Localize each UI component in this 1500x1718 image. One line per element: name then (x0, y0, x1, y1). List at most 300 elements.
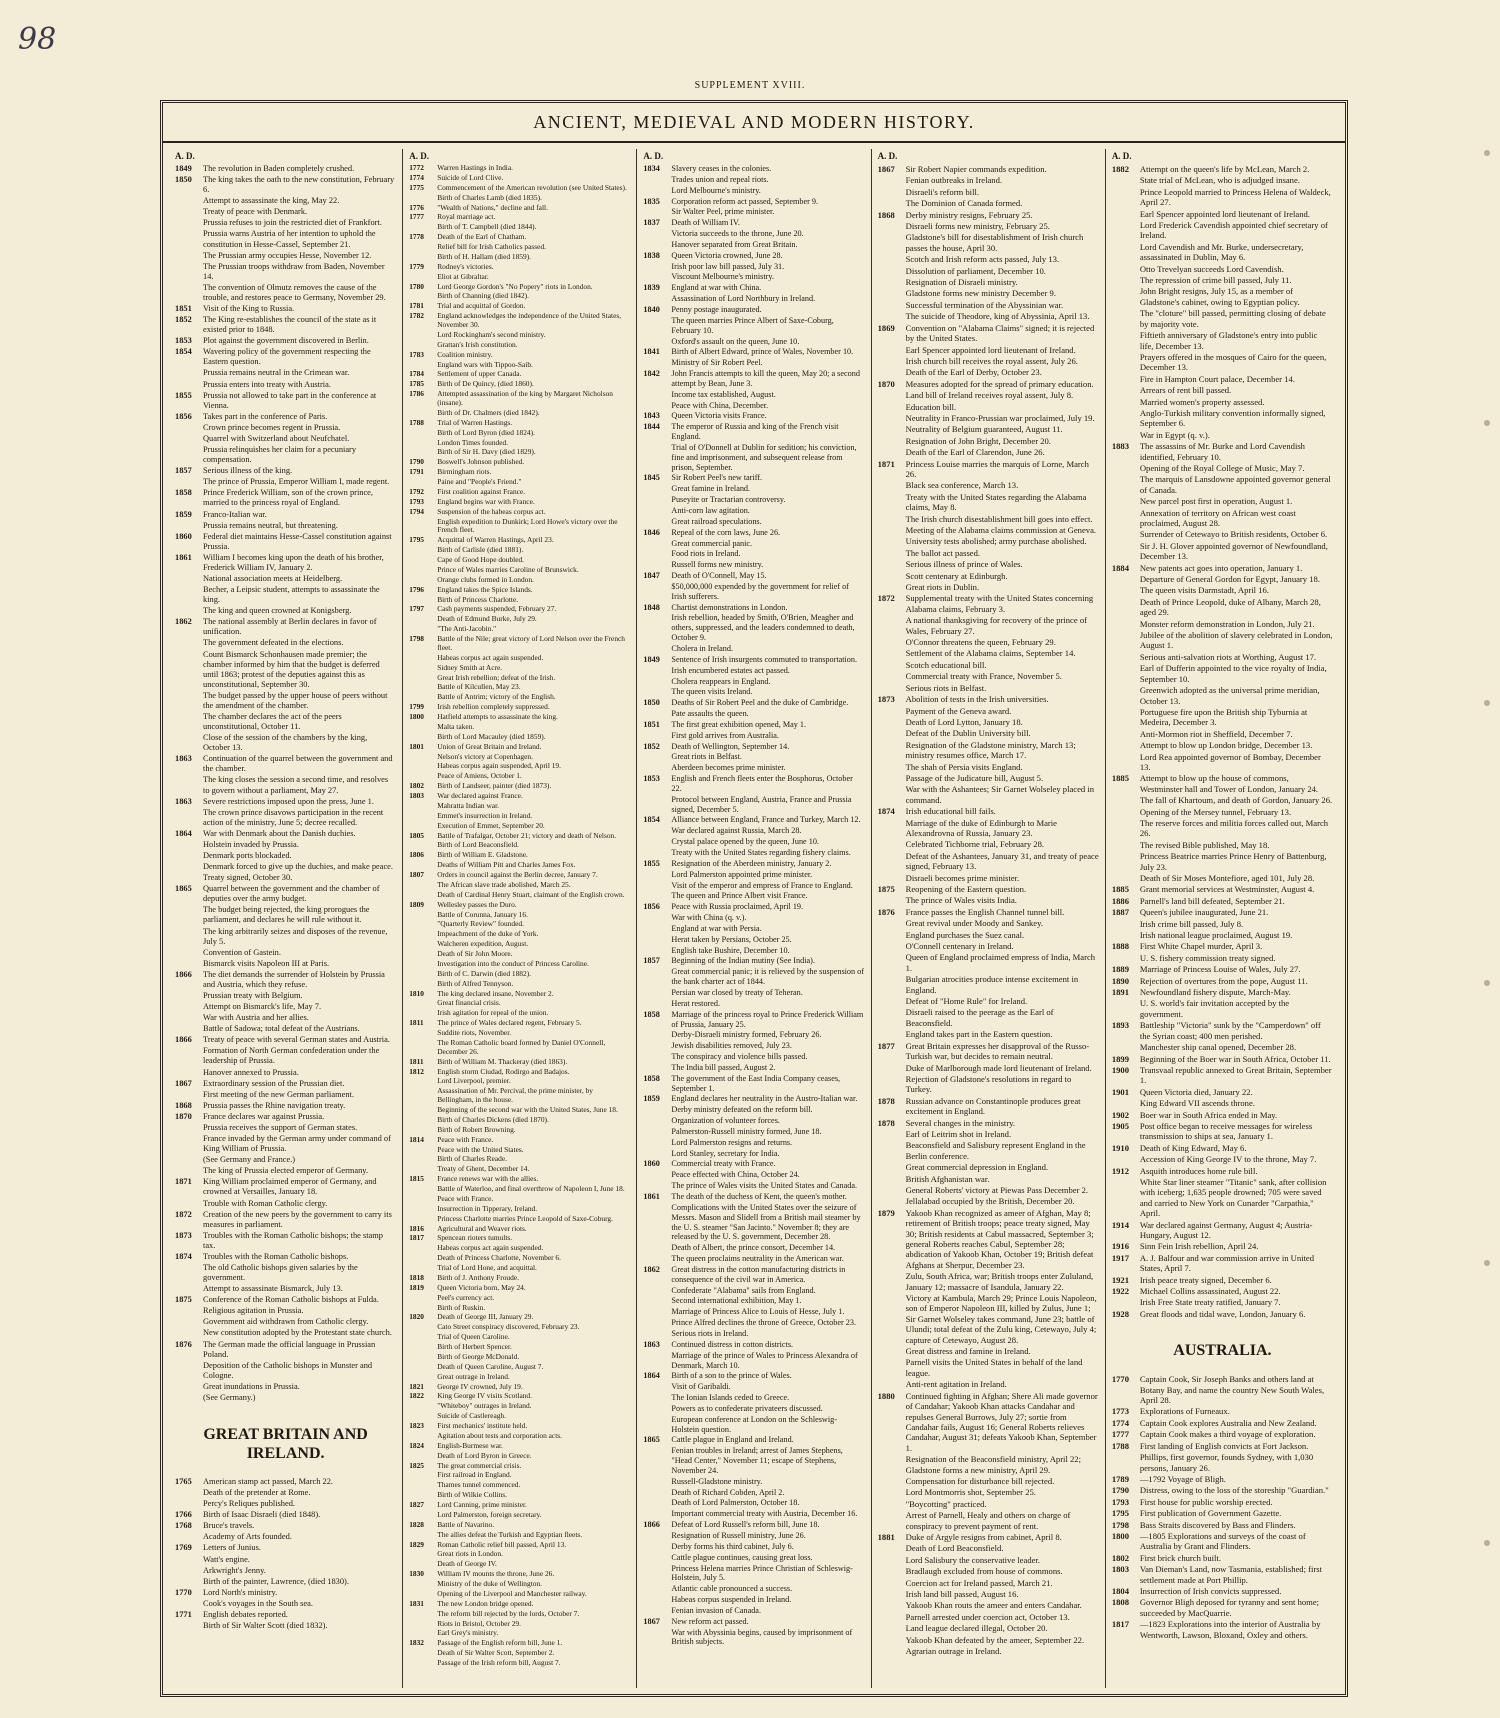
entry-year: 1795 (1111, 1508, 1129, 1519)
entry-text: The diet demands the surrender of Holstein by Prussia and Austria, which they refuse. (203, 969, 385, 989)
entry-text: Continued distress in cotton districts. (671, 1339, 794, 1349)
timeline-entry (409, 1195, 630, 1204)
entry-year (878, 762, 906, 772)
timeline-entry (175, 1252, 396, 1262)
entry-year: 1863 (175, 796, 192, 806)
entry-text: Irish rebellion completely suppressed. (437, 702, 550, 712)
timeline-entry (643, 495, 864, 505)
entry-text: The reform bill rejected by the lords, October 7. (437, 1608, 580, 1618)
entry-year (1112, 1297, 1140, 1307)
entry-text: Death of George III, January 29. (437, 1312, 534, 1322)
timeline-entry (643, 517, 864, 527)
entry-year (409, 664, 437, 673)
entry-text: Convention on "Alabama Claims" signed; it is rejected by the United States. (905, 322, 1095, 344)
entry-year: 1840 (643, 304, 660, 314)
timeline-entry (409, 351, 630, 360)
timeline-entry (643, 528, 864, 538)
entry-text: European conference at London on the Schleswig-Holstein question. (671, 1414, 837, 1434)
entry-text: Van Dieman's Land, now Tasmania, established; first settlement made at Port Phillip. (1139, 1564, 1322, 1585)
timeline-entry (409, 832, 630, 841)
entry-year: 1864 (643, 1371, 660, 1381)
timeline-entry (175, 251, 396, 261)
entry-year (409, 429, 437, 438)
entry-text: War in Egypt (q. v.). (1139, 429, 1210, 440)
entry-year: 1885 (1111, 884, 1129, 895)
timeline-entry (643, 1628, 864, 1648)
timeline-entry (643, 1446, 864, 1476)
entry-text: Bismarck visits Napoleon III at Paris. (203, 958, 330, 968)
entry-year (878, 277, 906, 287)
timeline-entry (175, 510, 396, 520)
entry-year (1112, 496, 1140, 506)
entry-year (175, 574, 203, 584)
timeline-entry (175, 1177, 396, 1197)
timeline-entry (175, 1134, 396, 1154)
entry-text: "Boycotting" practiced. (905, 1498, 987, 1509)
entry-year (175, 1068, 203, 1078)
entry-year: 1832 (409, 1638, 424, 1648)
entry-text: Cholera reappears in England. (671, 676, 771, 686)
entry-year: 1917 (1111, 1252, 1129, 1263)
entry-year: 1790 (1111, 1485, 1129, 1496)
entry-text: The king arbitrarily seizes and disposes of the revenue, July 5. (203, 926, 388, 946)
entry-year: 1817 (409, 1233, 424, 1243)
timeline-entry (409, 713, 630, 722)
entry-text: Battleship "Victoria" sunk by the "Camperdown" off the Syrian coast; 400 men perished. (1139, 1020, 1321, 1041)
timeline-entry (409, 1511, 630, 1520)
entry-year (1112, 352, 1140, 373)
entry-year (175, 959, 203, 969)
timeline-entry (643, 283, 864, 293)
entry-text: Religious agitation in Prussia. (203, 1306, 304, 1316)
entry-year: 1866 (175, 1035, 192, 1045)
entry-year (409, 1491, 437, 1500)
entry-text: University tests abolished; army purchase abolished. (905, 536, 1087, 547)
entry-year (643, 677, 671, 687)
entry-year (175, 1090, 203, 1100)
entry-text: The queen marries Prince Albert of Saxe-Coburg, February 10. (671, 315, 834, 335)
entry-text: Death of Lord Beaconsfield. (905, 1543, 1004, 1554)
entry-text: Insurrection in Tipperary, Ireland. (437, 1203, 538, 1213)
entry-year: 1847 (643, 571, 660, 581)
entry-year (643, 687, 671, 697)
entry-year (409, 1146, 437, 1155)
entry-text: The queen visits Darmstadt, April 16. (1139, 585, 1269, 596)
entry-year (643, 1584, 671, 1594)
timeline-entry (1112, 773, 1333, 794)
timeline-entry (409, 518, 630, 536)
entry-year (409, 1412, 437, 1421)
entry-year: 1811 (409, 1056, 424, 1066)
timeline-entry (643, 1564, 864, 1584)
entry-year (1112, 851, 1140, 872)
entry-text: Ministry of the duke of Wellington. (437, 1579, 542, 1588)
entry-text: Fiftieth anniversary of Gladstone's entry into public life, December 13. (1139, 330, 1318, 351)
timeline-entry (175, 1577, 396, 1587)
entry-text: The revised Bible published, May 18. (1139, 839, 1270, 850)
entry-year (1112, 209, 1140, 219)
entry-year (643, 1477, 671, 1487)
timeline-entry (878, 839, 1099, 849)
timeline-entry (1112, 187, 1333, 208)
entry-year: 1874 (877, 806, 895, 817)
entry-year: 1812 (409, 1066, 424, 1076)
entry-year: 1862 (643, 1264, 660, 1274)
entry-year (409, 292, 437, 301)
entry-year (878, 952, 906, 973)
entry-text: Battle of Navarino. (437, 1519, 495, 1529)
entry-text: First White Chapel murder, April 3. (1139, 941, 1263, 952)
entry-year (409, 1649, 437, 1658)
entry-text: King William proclaimed emperor of Germany, and crowned at Versailles, January 18. (203, 1177, 377, 1197)
entry-year (175, 477, 203, 487)
entry-year (175, 1577, 203, 1587)
entry-year: 1824 (409, 1440, 424, 1450)
timeline-entry (175, 1263, 396, 1283)
entry-text: Great distress in the cotton manufacturing districts in consequence of the civil war in America. (671, 1264, 846, 1284)
timeline-entry (409, 1412, 630, 1421)
entry-year: 1791 (409, 467, 424, 477)
entry-year (643, 1296, 671, 1306)
entry-year: 1798 (1111, 1519, 1129, 1530)
timeline-entry (643, 1318, 864, 1328)
entry-year (409, 1264, 437, 1273)
entry-text: Sir Walter Peel, prime minister. (671, 207, 775, 217)
timeline-entry (175, 423, 396, 433)
timeline-entry (409, 1215, 630, 1224)
entry-year (175, 775, 203, 795)
entry-text: Zulu, South Africa, war; British troops enter Zululand, January 12; massacre of Isandula, January 22. (905, 1271, 1094, 1292)
entry-text: Marriage of the princess royal to Prince Frederick William of Prussia, January 25. (671, 1009, 864, 1029)
timeline-entry (175, 1284, 396, 1294)
timeline-entry (1112, 308, 1333, 329)
entry-text: France renews war with the allies. (437, 1174, 539, 1184)
entry-text: Earl Grey's ministry. (437, 1628, 499, 1638)
entry-text: The African slave trade abolished, March 25. (437, 879, 571, 889)
entry-text: Corporation reform act passed, September 9. (671, 196, 819, 206)
entry-text: Birth of Robert Browning. (437, 1124, 516, 1134)
timeline-entry (643, 422, 864, 442)
entry-year (175, 862, 203, 872)
entry-text: U. S. world's fair invitation accepted by the government. (1139, 998, 1290, 1019)
entry-text: Suicide of Castlereagh. (437, 1411, 506, 1421)
timeline-entry (643, 709, 864, 719)
entry-year (409, 891, 437, 900)
entry-text: Victory at Kambula, March 29; Prince Louis Napoleon, son of Emperor Napoleon III, killed by Zulus, June 1; Sir Garnet Wolseley takes command, June 23; battle of Ulundi; total defeat of the Zulu king, Cetewayo, July 4; capture of Cetewayo, August 28. (905, 1293, 1097, 1345)
entry-text: Visit of the King to Russia. (203, 304, 295, 314)
timeline-entry (878, 1346, 1099, 1356)
timeline-entry (643, 687, 864, 697)
entry-text: Settlement of the Alabama claims, September 14. (905, 648, 1076, 659)
timeline-entry (1112, 941, 1333, 951)
entry-text: Derby ministry defeated on the reform bill. (671, 1105, 813, 1115)
entry-year (175, 638, 203, 648)
entry-text: Anglo-Turkish military convention informally signed, September 6. (1139, 407, 1326, 429)
timeline-entry (175, 1090, 396, 1100)
entry-year (878, 660, 906, 670)
entry-year (409, 409, 437, 418)
entry-year: 1853 (175, 336, 192, 346)
binding-hole (1484, 150, 1490, 156)
entry-text: The King re-establishes the council of the state as it existed prior to 1848. (203, 315, 377, 335)
entry-year (643, 1127, 671, 1137)
entry-year (878, 390, 906, 400)
entry-year (643, 837, 671, 847)
entry-year: 1829 (409, 1539, 424, 1549)
timeline-entry (1112, 1087, 1333, 1097)
column-3 (637, 149, 871, 1688)
timeline-entry (878, 1041, 1099, 1062)
entry-text: Death of Sir John Moore. (437, 949, 513, 958)
entry-year: 1876 (877, 906, 895, 917)
timeline-entry (643, 1606, 864, 1616)
timeline-entry (643, 1435, 864, 1445)
entry-year: 1777 (409, 212, 424, 222)
entry-text: Annexation of territory on African west coast proclaimed, August 28. (1139, 507, 1296, 528)
entry-year (409, 1560, 437, 1569)
entry-year (409, 1126, 437, 1135)
entry-year (175, 1328, 203, 1338)
entry-text: Visit of Garibaldi. (671, 1382, 731, 1392)
entry-year (878, 480, 906, 490)
entry-text: —1823 Explorations into the interior of Australia by Wentworth, Lawson, Bloxand, Oxley and others. (1139, 1619, 1321, 1640)
entry-year (643, 506, 671, 516)
entry-text: Lord Stanley, secretary for India. (671, 1148, 780, 1158)
entry-year: 1887 (1111, 907, 1129, 918)
timeline-entry (175, 1340, 396, 1360)
entry-text: Birth of Herbert Spencer. (437, 1342, 512, 1351)
entry-year (409, 654, 437, 663)
timeline-entry (878, 1118, 1099, 1128)
entry-year (175, 991, 203, 1001)
timeline-entry (409, 1629, 630, 1638)
timeline-entry (409, 1610, 630, 1619)
timeline-entry (409, 164, 630, 173)
entry-text: Death of King Edward, May 6. (1139, 1142, 1247, 1153)
entry-text: Serious riots in Ireland. (671, 1328, 749, 1338)
entry-year (175, 1199, 203, 1209)
timeline-entry (643, 902, 864, 912)
entry-text: England declares her neutrality in the Austro-Italian war. (671, 1094, 858, 1104)
timeline-entry (643, 891, 864, 901)
entry-text: Neutrality in Franco-Prussian war proclaimed, July 19. (905, 412, 1095, 423)
entry-text: First meeting of the new German parliament. (203, 1089, 354, 1099)
entry-text: Percy's Reliques published. (203, 1499, 295, 1509)
entry-text: Birth of J. Anthony Froude. (437, 1272, 519, 1282)
timeline-entry (1112, 1531, 1333, 1552)
entry-year (175, 1046, 203, 1066)
timeline-entry (878, 379, 1099, 389)
entry-text: Peace with the United States. (437, 1144, 524, 1154)
column-2 (403, 149, 637, 1688)
timeline-entry (1112, 496, 1333, 506)
entry-year (409, 1254, 437, 1263)
entry-text: Malta taken. (437, 721, 475, 731)
entry-text: The queen proclaims neutrality in the American war. (671, 1254, 844, 1264)
entry-year: 1841 (643, 347, 660, 357)
entry-text: Fire in Hampton Court palace, December 14. (1139, 373, 1295, 384)
entry-text: Rodney's victories. (437, 261, 494, 271)
entry-year: 1777 (1111, 1429, 1129, 1440)
timeline-entry (175, 829, 396, 839)
entry-year (878, 1196, 906, 1206)
entry-text: Takes part in the conference of Paris. (203, 411, 328, 421)
timeline-entry (1112, 752, 1333, 773)
entry-text: Earl of Dufferin appointed to the vice royalty of India, September 10. (1139, 663, 1327, 684)
entry-text: The repression of crime bill passed, July 11. (1139, 275, 1292, 286)
entry-text: Conference of the Roman Catholic bishops at Fulda. (203, 1295, 379, 1305)
timeline-entry (643, 390, 864, 400)
timeline-entry (175, 1112, 396, 1122)
entry-text: Lord North's ministry. (203, 1587, 278, 1597)
timeline-entry (643, 677, 864, 687)
entry-year (643, 881, 671, 891)
entry-year (175, 380, 203, 390)
timeline-entry (409, 1491, 630, 1500)
entry-year (643, 1564, 671, 1584)
entry-year (175, 691, 203, 711)
timeline-entry (175, 1231, 396, 1251)
timeline-entry (409, 1462, 630, 1471)
entry-text: Birth of Ruskin. (437, 1302, 486, 1312)
timeline-entry (643, 1404, 864, 1414)
entry-text: Sentence of Irish insurgents commuted to transportation. (671, 654, 858, 664)
entry-year (409, 615, 437, 624)
entry-year: 1875 (175, 1295, 192, 1305)
timeline-entry (175, 1123, 396, 1133)
entry-text: Bass Straits discovered by Bass and Flinders. (1139, 1519, 1296, 1530)
timeline-entry (409, 1422, 630, 1431)
timeline-entry (409, 390, 630, 408)
entry-year: 1843 (643, 411, 660, 421)
entry-text: Prince of Wales marries Caroline of Brunswick. (437, 564, 579, 574)
timeline-entry (409, 596, 630, 605)
entry-text: The prince of Prussia, Emperor William I, made regent. (203, 477, 390, 487)
timeline-entry (878, 660, 1099, 670)
entry-year (643, 1509, 671, 1519)
timeline-entry (878, 1612, 1099, 1622)
entry-text: —1805 Explorations and surveys of the coast of Australia by Grant and Flinders. (1139, 1530, 1306, 1552)
entry-year: 1775 (409, 182, 424, 192)
entry-year (175, 283, 203, 303)
entry-year (1112, 1154, 1140, 1164)
entry-year (643, 1203, 671, 1242)
timeline-entry (409, 184, 630, 193)
entry-year (1112, 597, 1140, 618)
entry-text: The assassins of Mr. Burke and Lord Cavendish identified, February 10. (1139, 441, 1305, 462)
entry-text: Asquith introduces home rule bill. (1139, 1165, 1258, 1176)
timeline-entry (878, 311, 1099, 321)
entry-text: Passage of the Irish reform bill, August 7. (437, 1658, 561, 1667)
timeline-entry (175, 959, 396, 969)
entry-text: Defeat of "Home Rule" for Ireland. (905, 996, 1028, 1007)
timeline-entry (175, 380, 396, 390)
entry-text: O'Connor threatens the queen, February 29. (905, 637, 1056, 648)
entry-text: Herat taken by Persians, October 25. (671, 934, 792, 944)
entry-year (1112, 873, 1140, 883)
timeline-entry (878, 694, 1099, 704)
timeline-entry (409, 1600, 630, 1609)
entry-text: Treaty with the United States regarding the Alabama claims, May 8. (905, 491, 1087, 513)
entry-text: England wars with Tippoo-Saib. (437, 359, 533, 369)
timeline-entry (175, 1566, 396, 1576)
entry-text: Coalition ministry. (437, 349, 493, 359)
entry-text: Troubles with the Roman Catholic bishops. (203, 1251, 349, 1261)
timeline-entry (409, 283, 630, 292)
entry-text: The prince of Wales declared regent, February 5. (437, 1018, 582, 1028)
entry-text: Trades union and repeal riots. (671, 174, 769, 184)
timeline-entry (878, 164, 1099, 174)
timeline-entry (643, 935, 864, 945)
timeline-entry (1112, 1441, 1333, 1451)
entry-text: Suspension of the habeas corpus act. (437, 506, 546, 516)
timeline-entry (175, 650, 396, 690)
entry-year (878, 1566, 906, 1576)
timeline-entry (643, 347, 864, 357)
timeline-entry (643, 1296, 864, 1306)
entry-text: The queen visits Ireland. (671, 687, 753, 697)
entry-text: Commercial treaty with France, November 5. (905, 671, 1062, 682)
timeline-entry (1112, 663, 1333, 684)
entry-year: 1808 (1111, 1597, 1129, 1608)
timeline-entry (878, 480, 1099, 490)
entry-year (409, 723, 437, 732)
timeline-entry (409, 1333, 630, 1342)
section-title-australia: AUSTRALIA. (1173, 1342, 1272, 1360)
entry-year: 1855 (643, 858, 660, 868)
entry-text: Convention of Gastein. (203, 947, 281, 957)
entry-text: Supplemental treaty with the United States concerning Alabama claims, February 3. (905, 593, 1094, 614)
entry-year (175, 1284, 203, 1294)
timeline-entry (175, 1477, 396, 1487)
entry-text: The German made the official language in Prussian Poland. (203, 1339, 376, 1359)
timeline-entry (175, 1079, 396, 1089)
timeline-entry (175, 991, 396, 1001)
entry-text: Yakoob Khan recognized as ameer of Afghan, May 8; retirement of British troops; peace treaty signed, May 30; British residents at Cabul massacred, September 3; general Roberts reaches Cabul, September 28; abdication of Yakoob Khan, October 19; British defeat Afghans at Sherpur, December 23. (905, 1207, 1094, 1270)
entry-text: War with Austria and her allies. (203, 1013, 309, 1023)
timeline-entry (409, 615, 630, 624)
timeline-entry (1112, 330, 1333, 351)
entry-year (878, 851, 906, 872)
timeline-entry (643, 795, 864, 815)
timeline-entry (878, 1510, 1099, 1531)
entry-text: Deposition of the Catholic bishops in Munster and Cologne. (203, 1360, 373, 1380)
timeline-entry (643, 1531, 864, 1541)
timeline-entry (175, 851, 396, 861)
timeline-entry (1112, 1553, 1333, 1563)
entry-year: 1928 (1111, 1308, 1129, 1319)
timeline-entry (1112, 374, 1333, 384)
entry-text: (See Germany.) (203, 1392, 256, 1402)
timeline-entry (878, 413, 1099, 423)
entry-text: Marriage of Princess Alice to Louis of Hesse, July 1. (671, 1307, 845, 1317)
timeline-entry (1112, 1110, 1333, 1120)
entry-year (175, 1166, 203, 1176)
entry-year (1112, 529, 1140, 539)
entry-year (878, 311, 906, 321)
entry-text: Death of Lord Lytton, January 18. (905, 716, 1023, 727)
entry-text: Watt's engine. (203, 1554, 250, 1564)
entry-text: Eliot at Gibraltar. (437, 271, 489, 281)
entry-year: 1865 (643, 1435, 660, 1445)
entry-text: Resignation of the Gladstone ministry, March 13; ministry resumes office, March 17. (905, 739, 1076, 761)
entry-year: 1811 (409, 1018, 424, 1028)
entry-year (878, 424, 906, 434)
timeline-entry (878, 1578, 1099, 1588)
entry-year: 1802 (409, 781, 424, 791)
entry-year: 1893 (1111, 1020, 1129, 1031)
entry-year (409, 822, 437, 831)
